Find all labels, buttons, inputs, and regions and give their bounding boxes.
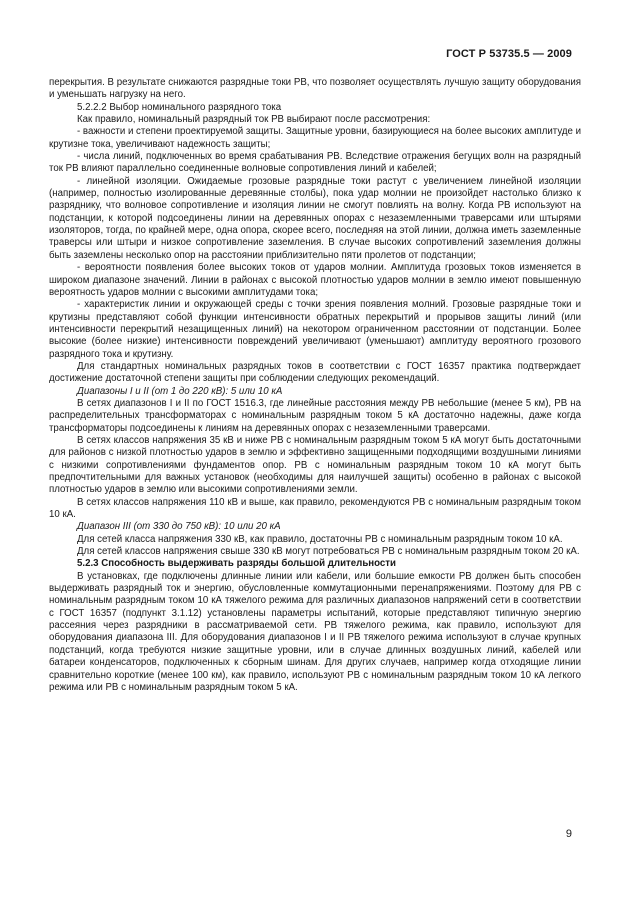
list-item: - характеристик линии и окружающей среды с точки зрения появления молний. Грозовые разрядные токи и крутизны представляют собой функции интенсивности обратных перекрытий и прорывов защиты линий (или интенсивности перекрытий незащищенных линий) на некотором ограниченном расстоянии от подстанции. Более высокие (более низкие) интенсивности повреждений увеличивают (уменьшают) амплитуду вероятного грозового разрядного тока и крутизну. xyxy=(49,299,581,360)
list-item: - числа линий, подключенных во время срабатывания РВ. Вследствие отражения бегущих волн на разрядный ток РВ влияют параллельно соединенные волновые сопротивления линий и кабелей; xyxy=(49,151,581,175)
list-item: - важности и степени проектируемой защиты. Защитные уровни, базирующиеся на более высоких амплитуде и крутизне тока, увеличивают надежность защиты; xyxy=(49,126,581,150)
paragraph: Для стандартных номинальных разрядных токов в соответствии с ГОСТ 16357 практика подтверждает достижение достаточной степени защиты при соблюдении следующих рекомендаций. xyxy=(49,360,581,385)
document-header: ГОСТ Р 53735.5 — 2009 xyxy=(446,48,572,60)
paragraph: Как правило, номинальный разрядный ток РВ выбирают после рассмотрения: xyxy=(77,114,431,126)
page-body xyxy=(49,77,581,694)
section-heading: 5.2.3 Способность выдерживать разряды большой длительности xyxy=(77,558,397,570)
section-heading: 5.2.2.2 Выбор номинального разрядного тока xyxy=(77,101,282,113)
list-item: - вероятности появления более высоких токов от ударов молнии. Амплитуда грозовых токов изменяется в широком диапазоне значений. Линии в районах с высокой плотностью ударов молнии в землю имеют повышенную вероятность ударов молнии с высокими амплитудами тока; xyxy=(49,262,581,298)
range-heading: Диапазон III (от 330 до 750 кВ): 10 или 20 кА xyxy=(77,521,281,533)
paragraph: Для сетей класса напряжения 330 кВ, как правило, достаточны РВ с номинальным разрядным током 10 кА. xyxy=(77,533,563,545)
range-heading: Диапазоны I и II (от 1 до 220 кВ): 5 или 10 кА xyxy=(77,385,283,397)
paragraph: В установках, где подключены длинные линии или кабели, или большие емкости РВ должен быть способен выдерживать разрядный ток и энергию, обусловленные коммутационными перенапряжениями. Поэтому для РВ с номинальным разрядным током 10 кА тяжелого режима для различных диапазонов напряжений сети в соответствии с ГОСТ 16357 (подпункт 3.1.12) установлены параметры испытаний, которые представляют типичную энергию рассеяния через разрядники в рассматриваемой сети. РВ тяжелого режима, как правило, используют для оборудования диапазона III. Для оборудования диапазонов I и II РВ тяжелого режима используют в случае крупных подстанций, когда требуются низкие защитные уровни, или в случае длинных воздушных линий, кабелей или батареи конденсаторов, подключенных к сборным шинам. Для других случаев, например когда отходящие линии сравнительно короткие (менее 100 км), как правило, используют РВ с номинальным разрядным током 10 кА легкого режима или РВ с номинальным разрядным током 5 кА. xyxy=(49,570,581,693)
paragraph: Для сетей классов напряжения свыше 330 кВ могут потребоваться РВ с номинальным разрядным током 20 кА. xyxy=(77,546,580,558)
paragraph: В сетях диапазонов I и II по ГОСТ 1516.3, где линейные расстояния между РВ небольшие (менее 5 км), РВ на распределительных трансформаторах с номинальным разрядным током 5 кА достаточно надежны, даже когда трансформаторы подсоединены к линиям на деревянных опорах с незаземленными траверсами. xyxy=(49,397,581,434)
paragraph: В сетях классов напряжения 35 кВ и ниже РВ с номинальным разрядным током 5 кА могут быть достаточными для районов с низкой плотностью ударов в землю и эффективно защищенными подходящими воздушными линиями с низкими сопротивлениями фундаментов опор. РВ с номинальным разрядным током 10 кА могут быть предпочтительными для важных установок (необходимы для наилучшей защиты) особенно в районах с высокой плотностью ударов в землю или высокими сопротивлениями земли. xyxy=(49,434,581,496)
list-item: - линейной изоляции. Ожидаемые грозовые разрядные токи растут с увеличением линейной изоляции (например, полностью изолированные деревянные столбы), пока удар молнии не произойдет настолько близко к разряднику, что волновое сопротивление и изоляция линии не смогут повлиять на волну. Когда РВ используют на подстанции, к которой подсоединены линии на деревянных опорах с незаземленными траверсами или штырями изоляторов, тогда, по крайней мере, одна опора, скорее всего, последняя на этой линии, должна иметь заземленные траверсы или штыри и низкое сопротивление заземления. В случае высоких сопротивлений заземления должны быть заземлены несколько опор на расстоянии приблизительно пяти пролетов от подстанции; xyxy=(49,175,581,261)
paragraph: В сетях классов напряжения 110 кВ и выше, как правило, рекомендуются РВ с номинальным разрядным током 10 кА. xyxy=(49,496,581,521)
page-number: 9 xyxy=(565,828,572,840)
paragraph: перекрытия. В результате снижаются разрядные токи РВ, что позволяет осуществлять лучшую защиту оборудования и уменьшать нагрузку на него. xyxy=(49,77,581,101)
